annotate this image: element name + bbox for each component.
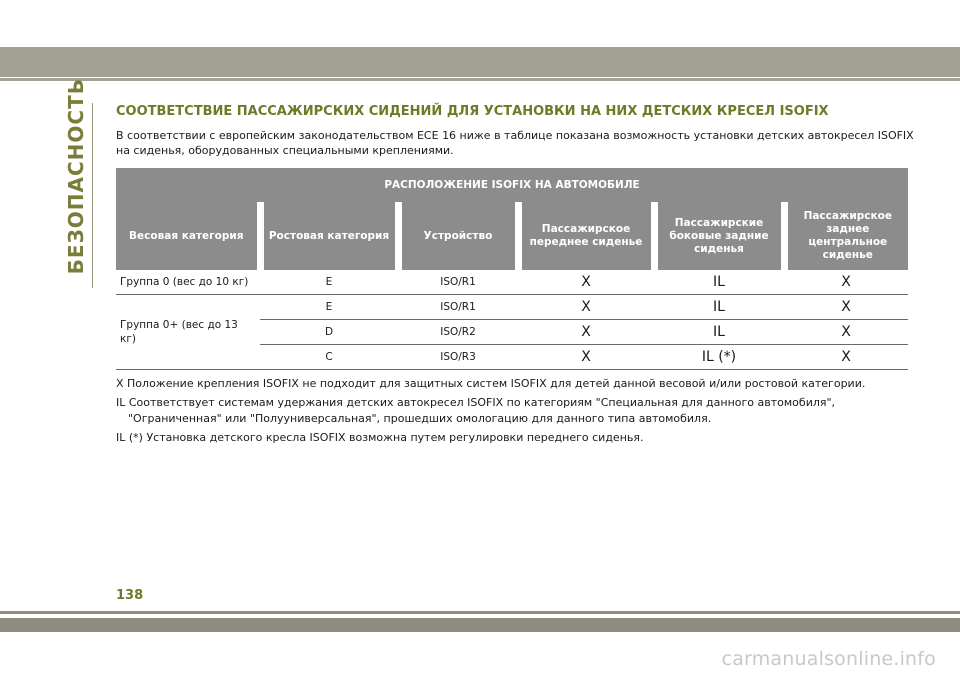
rear-center-value: X (784, 270, 908, 295)
size-class: E (260, 295, 398, 320)
col-header-weight: Весовая категория (116, 202, 260, 270)
col-header-height: Ростовая категория (260, 202, 398, 270)
col-header-rear-center-seat: Пассажирское заднее центральное сиденье (784, 202, 908, 270)
note-il-star: IL (*) Установка детского кресла ISOFIX возможна путем регулировки переднего сиденья. (116, 431, 644, 444)
intro-paragraph: В соответствии с европейским законодательством ЕСЕ 16 ниже в таблице показана возможность установки детских автокресел ISOFIX на сиденья, оборудованных специальными креплениями. (116, 129, 914, 157)
header-band (0, 47, 960, 77)
device: ISO/R1 (398, 295, 518, 320)
rear-side-value: IL (654, 270, 784, 295)
top-margin (0, 0, 960, 47)
group-label: Группа 0 (вес до 10 кг) (116, 270, 260, 295)
device: ISO/R2 (398, 320, 518, 345)
legend-notes (116, 376, 916, 449)
rear-center-value: X (784, 295, 908, 320)
size-class: D (260, 320, 398, 345)
front-seat-value: X (518, 270, 654, 295)
table-row (116, 295, 908, 320)
rear-side-value: IL (*) (654, 345, 784, 370)
section-label: БЕЗОПАСНОСТЬ (64, 78, 88, 275)
front-seat-value: X (518, 320, 654, 345)
watermark: carmanualsonline.info (721, 648, 936, 670)
table-main-header: РАСПОЛОЖЕНИЕ ISOFIX НА АВТОМОБИЛЕ (116, 168, 908, 202)
note-il: IL Соответствует системам удержания детских автокресел ISOFIX по категориям "Специальная для данного автомобиля", "Ограниченная" или "Полууниверсальная", прошедших омологацию для данного типа автомобиля. (116, 396, 836, 425)
device: ISO/R1 (398, 270, 518, 295)
front-seat-value: X (518, 295, 654, 320)
rear-side-value: IL (654, 320, 784, 345)
page-number: 138 (116, 588, 144, 603)
page-title: СООТВЕТСТВИЕ ПАССАЖИРСКИХ СИДЕНИЙ ДЛЯ УСТАНОВКИ НА НИХ ДЕТСКИХ КРЕСЕЛ ISOFIX (116, 104, 829, 119)
rear-side-value: IL (654, 295, 784, 320)
col-header-front-seat: Пассажирское переднее сиденье (518, 202, 654, 270)
note-x: X Положение крепления ISOFIX не подходит для защитных систем ISOFIX для детей данной весовой и/или ростовой категории. (116, 377, 866, 390)
rear-center-value: X (784, 320, 908, 345)
footer-band (0, 618, 960, 632)
rear-center-value: X (784, 345, 908, 370)
front-seat-value: X (518, 345, 654, 370)
device: ISO/R3 (398, 345, 518, 370)
size-class: E (260, 270, 398, 295)
size-class: C (260, 345, 398, 370)
table-row (116, 270, 908, 295)
isofix-table (116, 168, 908, 370)
header-rule (0, 78, 960, 81)
section-rule (92, 103, 93, 288)
col-header-rear-side-seats: Пассажирские боковые задние сиденья (654, 202, 784, 270)
col-header-device: Устройство (398, 202, 518, 270)
footer-rule (0, 611, 960, 614)
group-label: Группа 0+ (вес до 13 кг) (116, 295, 260, 370)
